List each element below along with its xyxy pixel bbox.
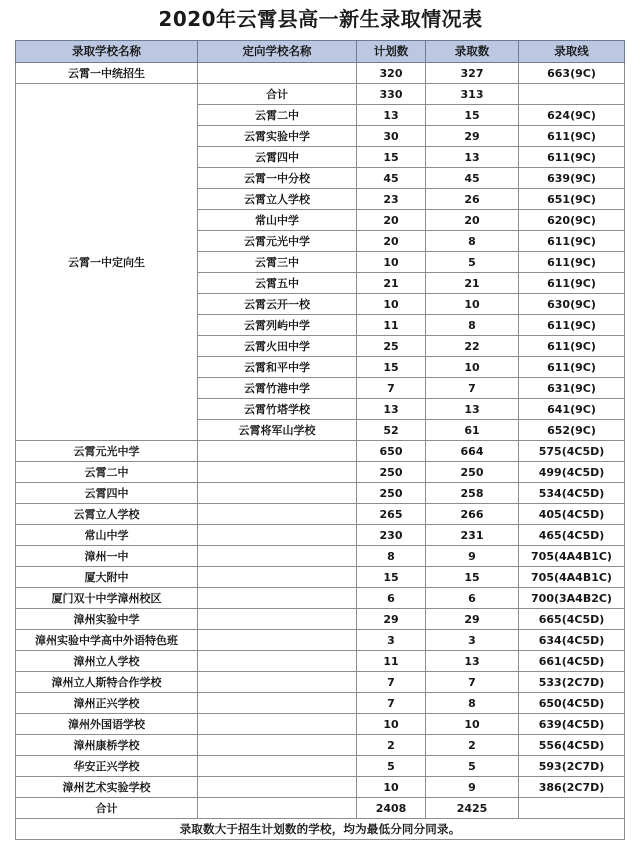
cell-admitted-count: 15 <box>426 105 519 126</box>
col-header-plan-count: 计划数 <box>357 41 426 63</box>
cell-admission-line: 650(4C5D) <box>519 693 625 714</box>
cell-plan-count: 2408 <box>357 798 426 819</box>
cell-admission-line: 611(9C) <box>519 336 625 357</box>
cell-plan-count: 30 <box>357 126 426 147</box>
cell-admitted-count: 10 <box>426 357 519 378</box>
cell-target-school: 云霄元光中学 <box>198 231 357 252</box>
cell-admission-line: 651(9C) <box>519 189 625 210</box>
cell-admitted-count: 327 <box>426 63 519 84</box>
cell-admission-line: 533(2C7D) <box>519 672 625 693</box>
cell-admission-line: 611(9C) <box>519 126 625 147</box>
cell-target-school: 云霄将军山学校 <box>198 420 357 441</box>
table-row <box>16 693 625 714</box>
cell-target-school <box>198 441 357 462</box>
table-header <box>16 41 625 63</box>
cell-admission-line: 639(4C5D) <box>519 714 625 735</box>
cell-plan-count: 330 <box>357 84 426 105</box>
cell-school-name: 漳州艺术实验学校 <box>16 777 198 798</box>
cell-target-school <box>198 588 357 609</box>
cell-admitted-count: 7 <box>426 378 519 399</box>
cell-admitted-count: 664 <box>426 441 519 462</box>
cell-plan-count: 230 <box>357 525 426 546</box>
table-row <box>16 630 625 651</box>
cell-target-school: 常山中学 <box>198 210 357 231</box>
cell-plan-count: 11 <box>357 315 426 336</box>
cell-target-school: 云霄火田中学 <box>198 336 357 357</box>
cell-plan-count: 20 <box>357 210 426 231</box>
cell-school-name: 合计 <box>16 798 198 819</box>
cell-admitted-count: 45 <box>426 168 519 189</box>
cell-plan-count: 21 <box>357 273 426 294</box>
table-row <box>16 609 625 630</box>
table-row <box>16 483 625 504</box>
cell-admitted-count: 9 <box>426 777 519 798</box>
table-row <box>16 462 625 483</box>
cell-admission-line: 652(9C) <box>519 420 625 441</box>
cell-admitted-count: 266 <box>426 504 519 525</box>
cell-admitted-count: 21 <box>426 273 519 294</box>
cell-admitted-count: 2 <box>426 735 519 756</box>
cell-school-name: 云霄一中统招生 <box>16 63 198 84</box>
table-row <box>16 798 625 819</box>
cell-admission-line: 499(4C5D) <box>519 462 625 483</box>
cell-admission-line: 630(9C) <box>519 294 625 315</box>
cell-target-school: 云霄立人学校 <box>198 189 357 210</box>
cell-admitted-count: 29 <box>426 609 519 630</box>
cell-admission-line <box>519 84 625 105</box>
table-row <box>16 84 625 105</box>
table-row <box>16 672 625 693</box>
cell-target-school <box>198 630 357 651</box>
cell-school-name: 云霄二中 <box>16 462 198 483</box>
cell-admission-line: 639(9C) <box>519 168 625 189</box>
cell-plan-count: 11 <box>357 651 426 672</box>
cell-plan-count: 15 <box>357 357 426 378</box>
cell-admitted-count: 13 <box>426 147 519 168</box>
table-row <box>16 504 625 525</box>
cell-target-school: 合计 <box>198 84 357 105</box>
cell-target-school <box>198 525 357 546</box>
cell-admission-line: 611(9C) <box>519 357 625 378</box>
cell-admitted-count: 5 <box>426 252 519 273</box>
cell-admitted-count: 7 <box>426 672 519 693</box>
cell-admission-line: 611(9C) <box>519 147 625 168</box>
cell-plan-count: 320 <box>357 63 426 84</box>
cell-target-school <box>198 546 357 567</box>
merged-directed-admission-label: 云霄一中定向生 <box>16 84 198 441</box>
cell-admitted-count: 8 <box>426 231 519 252</box>
cell-admission-line: 624(9C) <box>519 105 625 126</box>
cell-target-school <box>198 693 357 714</box>
header-row <box>16 41 625 63</box>
cell-target-school: 云霄云开一校 <box>198 294 357 315</box>
cell-admission-line: 611(9C) <box>519 231 625 252</box>
cell-admitted-count: 10 <box>426 294 519 315</box>
cell-plan-count: 5 <box>357 756 426 777</box>
cell-plan-count: 2 <box>357 735 426 756</box>
cell-admission-line: 593(2C7D) <box>519 756 625 777</box>
cell-plan-count: 10 <box>357 714 426 735</box>
cell-admission-line: 634(4C5D) <box>519 630 625 651</box>
cell-target-school <box>198 777 357 798</box>
cell-plan-count: 23 <box>357 189 426 210</box>
table-row <box>16 63 625 84</box>
cell-target-school: 云霄五中 <box>198 273 357 294</box>
cell-target-school <box>198 63 357 84</box>
cell-admission-line: 661(4C5D) <box>519 651 625 672</box>
cell-plan-count: 29 <box>357 609 426 630</box>
cell-admission-line: 705(4A4B1C) <box>519 546 625 567</box>
col-header-school: 录取学校名称 <box>16 41 198 63</box>
cell-plan-count: 6 <box>357 588 426 609</box>
cell-plan-count: 7 <box>357 693 426 714</box>
cell-admission-line: 620(9C) <box>519 210 625 231</box>
cell-plan-count: 20 <box>357 231 426 252</box>
cell-admission-line: 665(4C5D) <box>519 609 625 630</box>
cell-admission-line: 611(9C) <box>519 273 625 294</box>
cell-admission-line: 465(4C5D) <box>519 525 625 546</box>
cell-admitted-count: 15 <box>426 567 519 588</box>
cell-target-school <box>198 714 357 735</box>
cell-target-school: 云霄四中 <box>198 147 357 168</box>
cell-admitted-count: 8 <box>426 693 519 714</box>
cell-school-name: 漳州康桥学校 <box>16 735 198 756</box>
cell-school-name: 漳州外国语学校 <box>16 714 198 735</box>
table-row <box>16 441 625 462</box>
table-footnote: 录取数大于招生计划数的学校，均为最低分同分同录。 <box>16 819 625 840</box>
cell-target-school: 云霄竹港中学 <box>198 378 357 399</box>
cell-admitted-count: 29 <box>426 126 519 147</box>
cell-school-name: 厦大附中 <box>16 567 198 588</box>
table-row <box>16 546 625 567</box>
cell-plan-count: 8 <box>357 546 426 567</box>
cell-school-name: 厦门双十中学漳州校区 <box>16 588 198 609</box>
cell-admitted-count: 2425 <box>426 798 519 819</box>
cell-target-school <box>198 756 357 777</box>
cell-admitted-count: 9 <box>426 546 519 567</box>
cell-plan-count: 15 <box>357 147 426 168</box>
cell-admitted-count: 3 <box>426 630 519 651</box>
cell-admitted-count: 250 <box>426 462 519 483</box>
cell-plan-count: 7 <box>357 378 426 399</box>
cell-school-name: 漳州立人斯特合作学校 <box>16 672 198 693</box>
recruitment-table <box>15 40 625 840</box>
cell-school-name: 漳州正兴学校 <box>16 693 198 714</box>
cell-target-school: 云霄竹塔学校 <box>198 399 357 420</box>
cell-plan-count: 250 <box>357 462 426 483</box>
cell-admitted-count: 10 <box>426 714 519 735</box>
cell-admission-line: 405(4C5D) <box>519 504 625 525</box>
cell-target-school <box>198 735 357 756</box>
cell-admission-line: 534(4C5D) <box>519 483 625 504</box>
cell-admitted-count: 22 <box>426 336 519 357</box>
cell-plan-count: 3 <box>357 630 426 651</box>
cell-admission-line: 575(4C5D) <box>519 441 625 462</box>
cell-target-school <box>198 651 357 672</box>
cell-admitted-count: 26 <box>426 189 519 210</box>
cell-plan-count: 10 <box>357 777 426 798</box>
cell-school-name: 云霄立人学校 <box>16 504 198 525</box>
cell-school-name: 云霄元光中学 <box>16 441 198 462</box>
cell-target-school <box>198 483 357 504</box>
cell-admitted-count: 313 <box>426 84 519 105</box>
cell-admission-line: 700(3A4B2C) <box>519 588 625 609</box>
cell-admitted-count: 231 <box>426 525 519 546</box>
table-row <box>16 735 625 756</box>
table-body <box>16 63 625 840</box>
cell-admission-line <box>519 798 625 819</box>
cell-target-school <box>198 504 357 525</box>
cell-school-name: 常山中学 <box>16 525 198 546</box>
table-row <box>16 525 625 546</box>
cell-plan-count: 250 <box>357 483 426 504</box>
col-header-admitted-count: 录取数 <box>426 41 519 63</box>
cell-plan-count: 10 <box>357 252 426 273</box>
cell-plan-count: 25 <box>357 336 426 357</box>
cell-target-school <box>198 567 357 588</box>
table-row <box>16 714 625 735</box>
cell-admitted-count: 20 <box>426 210 519 231</box>
table-row <box>16 567 625 588</box>
cell-admission-line: 386(2C7D) <box>519 777 625 798</box>
cell-school-name: 漳州实验中学 <box>16 609 198 630</box>
cell-plan-count: 7 <box>357 672 426 693</box>
table-row <box>16 756 625 777</box>
cell-target-school: 云霄一中分校 <box>198 168 357 189</box>
cell-plan-count: 45 <box>357 168 426 189</box>
cell-target-school <box>198 462 357 483</box>
cell-target-school: 云霄和平中学 <box>198 357 357 378</box>
cell-school-name: 漳州实验中学高中外语特色班 <box>16 630 198 651</box>
recruitment-table-container <box>15 40 624 840</box>
cell-admission-line: 611(9C) <box>519 315 625 336</box>
page-title: 2020年云霄县高一新生录取情况表 <box>158 7 483 31</box>
cell-plan-count: 52 <box>357 420 426 441</box>
cell-admission-line: 641(9C) <box>519 399 625 420</box>
cell-admission-line: 705(4A4B1C) <box>519 567 625 588</box>
cell-plan-count: 265 <box>357 504 426 525</box>
cell-admission-line: 611(9C) <box>519 252 625 273</box>
cell-target-school <box>198 609 357 630</box>
cell-target-school: 云霄三中 <box>198 252 357 273</box>
col-header-admission-line: 录取线 <box>519 41 625 63</box>
cell-admission-line: 631(9C) <box>519 378 625 399</box>
cell-admitted-count: 13 <box>426 651 519 672</box>
cell-admitted-count: 61 <box>426 420 519 441</box>
cell-plan-count: 650 <box>357 441 426 462</box>
cell-plan-count: 10 <box>357 294 426 315</box>
cell-admission-line: 556(4C5D) <box>519 735 625 756</box>
cell-target-school: 云霄列屿中学 <box>198 315 357 336</box>
cell-admitted-count: 258 <box>426 483 519 504</box>
cell-school-name: 云霄四中 <box>16 483 198 504</box>
table-row <box>16 651 625 672</box>
cell-admitted-count: 6 <box>426 588 519 609</box>
cell-target-school <box>198 798 357 819</box>
cell-admitted-count: 13 <box>426 399 519 420</box>
cell-plan-count: 15 <box>357 567 426 588</box>
table-row <box>16 588 625 609</box>
cell-admitted-count: 8 <box>426 315 519 336</box>
col-header-target-school: 定向学校名称 <box>198 41 357 63</box>
table-note-row <box>16 819 625 840</box>
cell-target-school <box>198 672 357 693</box>
cell-admission-line: 663(9C) <box>519 63 625 84</box>
cell-target-school: 云霄实验中学 <box>198 126 357 147</box>
cell-school-name: 漳州一中 <box>16 546 198 567</box>
cell-plan-count: 13 <box>357 105 426 126</box>
cell-school-name: 漳州立人学校 <box>16 651 198 672</box>
cell-school-name: 华安正兴学校 <box>16 756 198 777</box>
cell-plan-count: 13 <box>357 399 426 420</box>
cell-target-school: 云霄二中 <box>198 105 357 126</box>
cell-admitted-count: 5 <box>426 756 519 777</box>
table-row <box>16 777 625 798</box>
